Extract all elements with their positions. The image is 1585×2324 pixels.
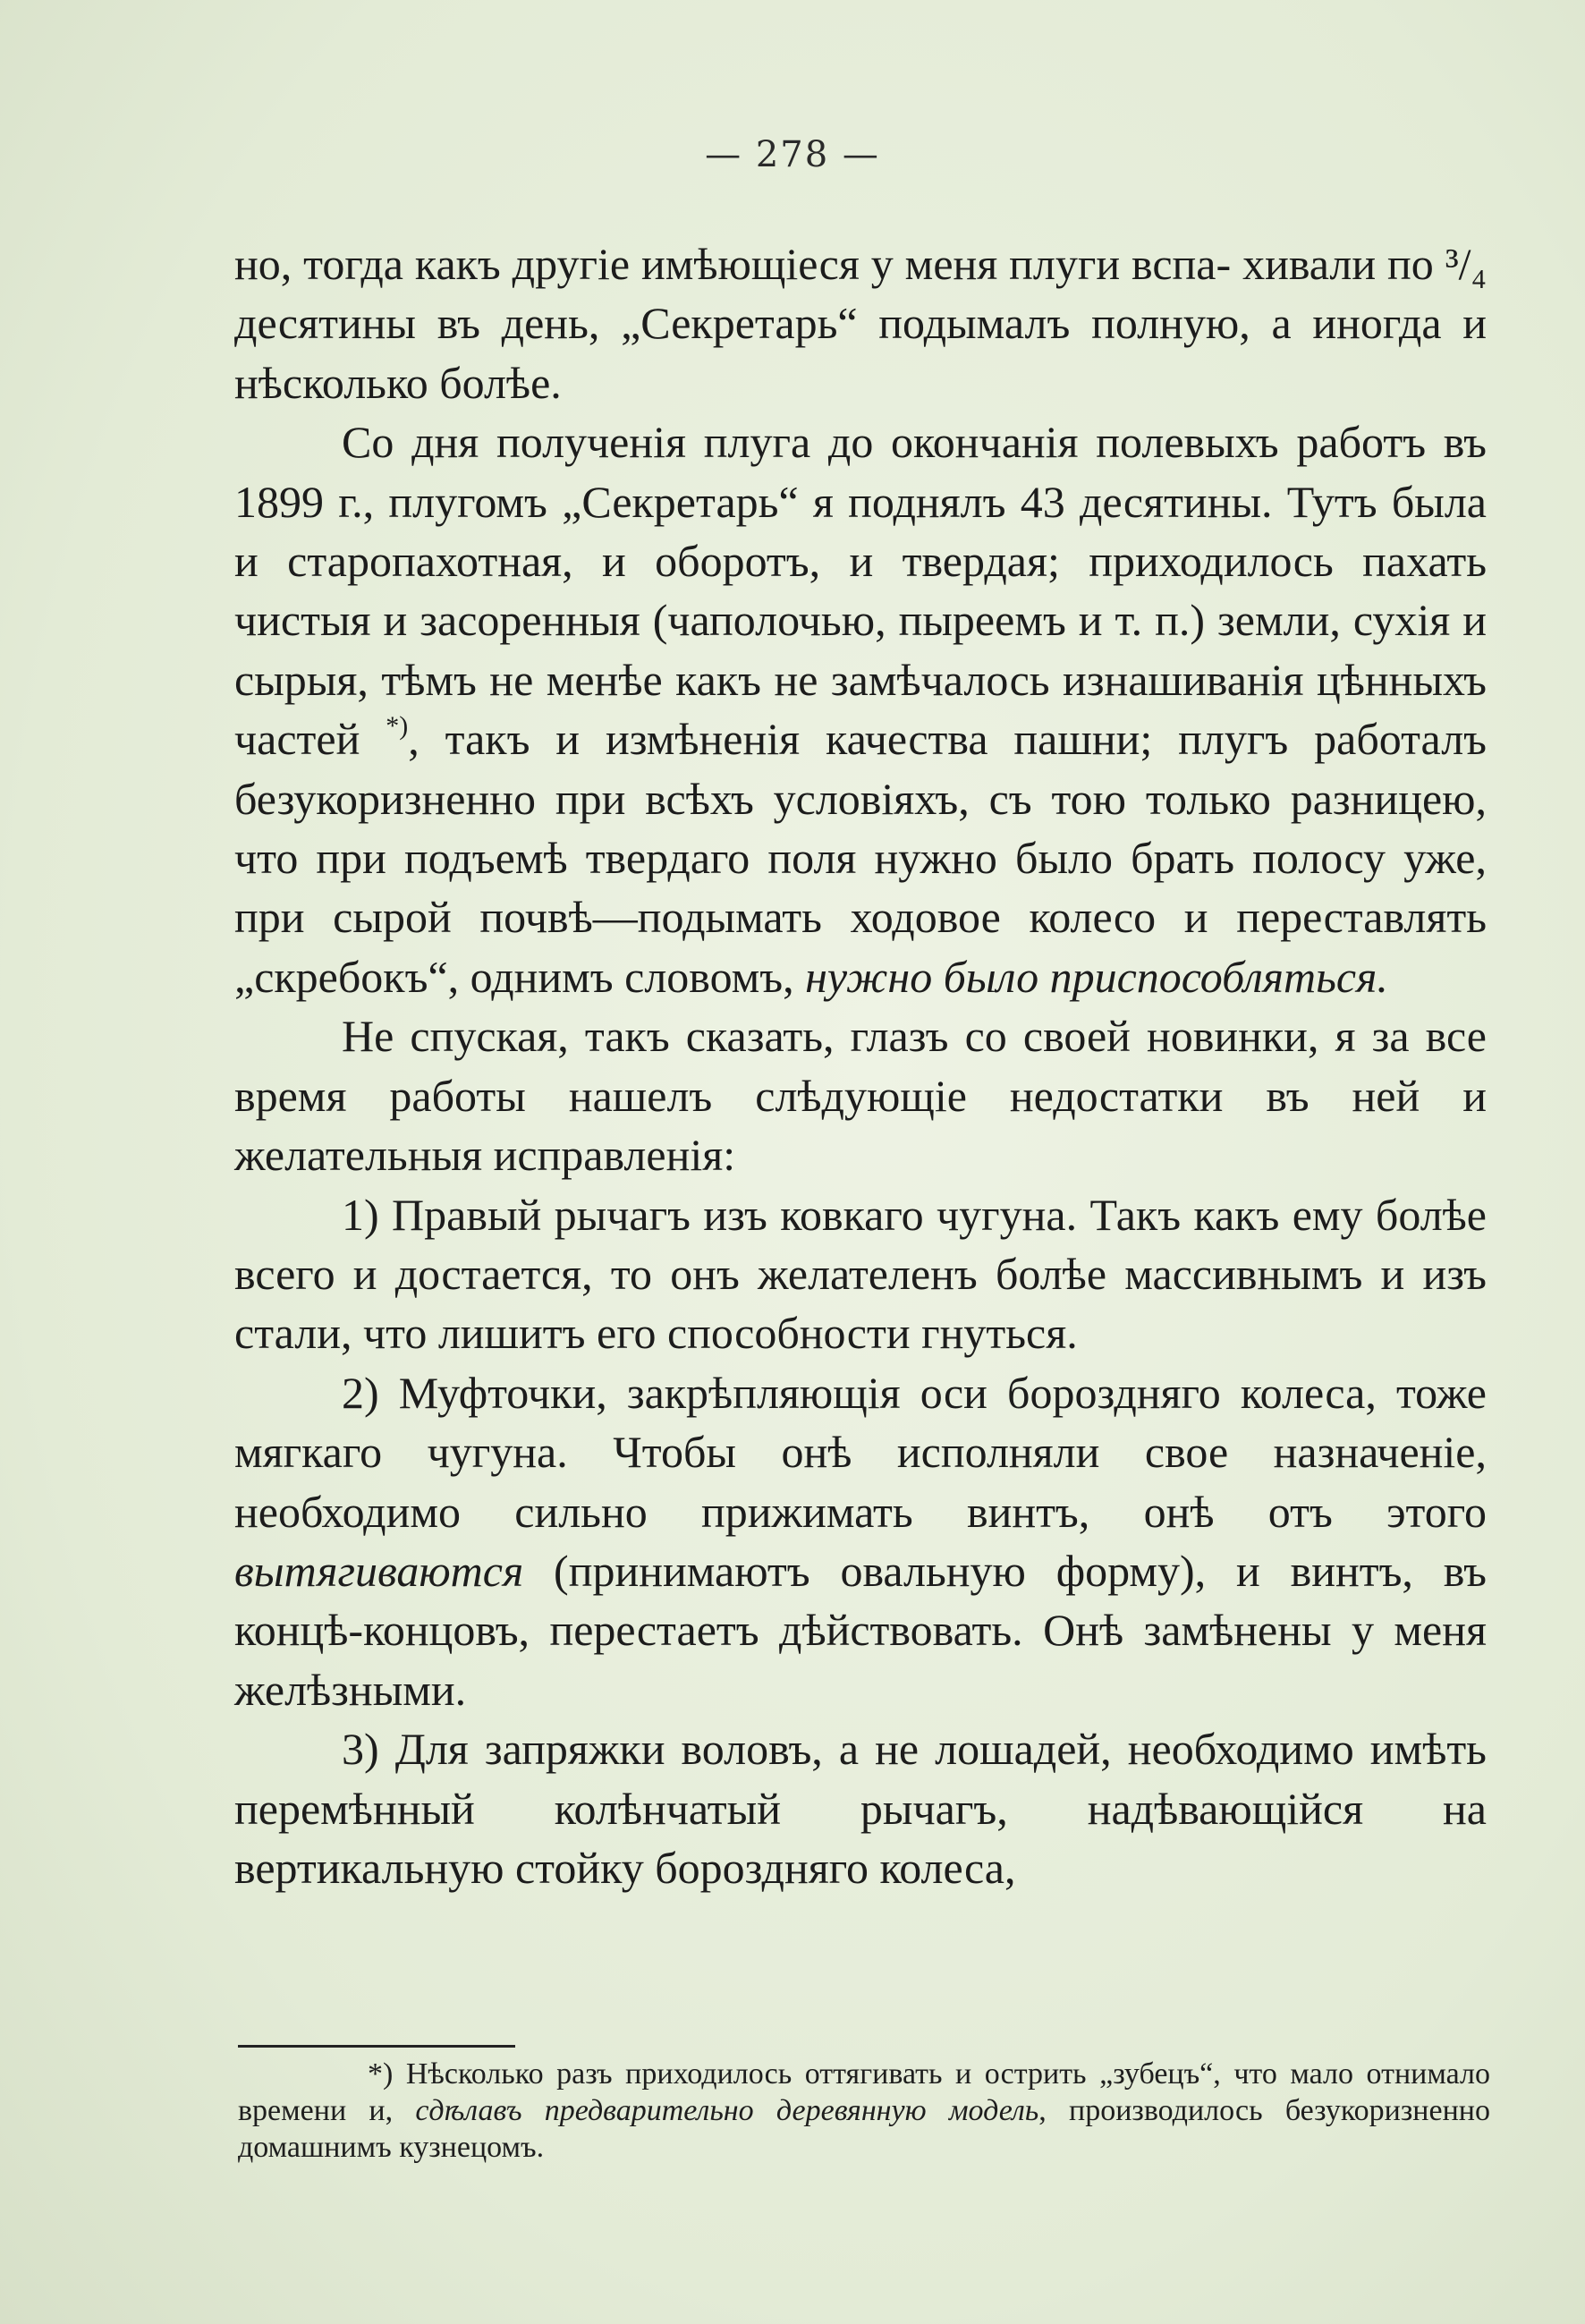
footnote-text-a: *) Нѣсколько разъ приходилось оттягивать и острить „зубецъ“, что мало отнимало времени и, — [238, 2057, 1490, 2127]
paragraph-3: Не спуская, такъ сказать, глазъ со своей новинки, я за все время работы нашелъ слѣдующіе недостатки въ ней и желательныя исправленія: — [234, 1011, 1487, 1181]
paragraph-4: 1) Правый рычагъ изъ ковкаго чугуна. Такъ какъ ему болѣе всего и достается, то онъ желателенъ болѣе массивнымъ и изъ стали, что лишитъ его способности гнуться. — [234, 1189, 1487, 1359]
paragraph-6: 3) Для запряжки воловъ, а не лошадей, необходимо имѣть перемѣнный колѣнчатый рычагъ, надѣвающійся на вертикальную стойку бороздняго колеса, — [234, 1724, 1487, 1893]
paragraph-1 — [234, 234, 1487, 412]
paragraph-5-text-a: 2) Муфточки, закрѣпляющія оси бороздняго колеса, тоже мягкаго чугуна. Чтобы онѣ исполняли свое назначеніе, необходимо сильно прижимать винтъ, онѣ отъ этого — [234, 1367, 1487, 1537]
fraction-three-quarters: ³/₄ — [1445, 239, 1488, 289]
footnote-text-b: , производилось безукоризненно домашнимъ кузнецомъ. — [238, 2094, 1490, 2164]
paragraph-2 — [234, 412, 1487, 1006]
footnote — [238, 2056, 1490, 2166]
paragraph-2-text-a: Со дня полученія плуга до окончанія полевыхъ работъ въ 1899 г., плугомъ „Секретарь“ я поднялъ 43 десятины. Тутъ была и старопахотная, и оборотъ, и твердая; приходилось пахать чистыя и засоренныя (чаполочью, пыреемъ и т. п.) земли, сухія и сырыя, тѣмъ не менѣе какъ не замѣчалось изнашиванія цѣнныхъ частей — [234, 417, 1487, 765]
paragraph-1-text-end: десятины въ день, „Секретарь“ подымалъ полную, а иногда и нѣсколько болѣе. — [234, 298, 1487, 408]
footnote-text — [238, 2056, 1490, 2166]
paragraph-5-italic: вытягиваются — [234, 1545, 524, 1596]
footnote-mark: *) — [386, 711, 409, 742]
page-number: — 278 — — [705, 134, 880, 175]
paragraph-1-line-1: но, тогда какъ другіе имѣющіеся у меня плуги вспа- — [234, 239, 1232, 289]
paragraph-5-text-b: (принимаютъ овальную форму), и винтъ, въ концѣ-концовъ, перестаетъ дѣйствовать. Онѣ замѣнены у меня желѣзными. — [234, 1545, 1487, 1715]
paragraph-2-italic: нужно было приспособляться. — [805, 951, 1388, 1002]
paragraph-5 — [234, 1363, 1487, 1719]
paragraph-1-text: хивали по — [1242, 239, 1445, 289]
paragraph-2-text-b: , такъ и измѣненія качества пашни; плугъ работалъ безукоризненно при всѣхъ условіяхъ, съ тою только разницею, что при подъемѣ твердаго поля нужно было брать полосу уже, при сырой почвѣ—подымать ходовое колесо и переставлять „скребокъ“, однимъ словомъ, — [234, 714, 1487, 1002]
footnote-italic: сдѣлавъ предварительно деревянную модель — [415, 2094, 1039, 2127]
footnote-divider — [238, 2045, 515, 2048]
body-text — [234, 234, 1487, 1897]
